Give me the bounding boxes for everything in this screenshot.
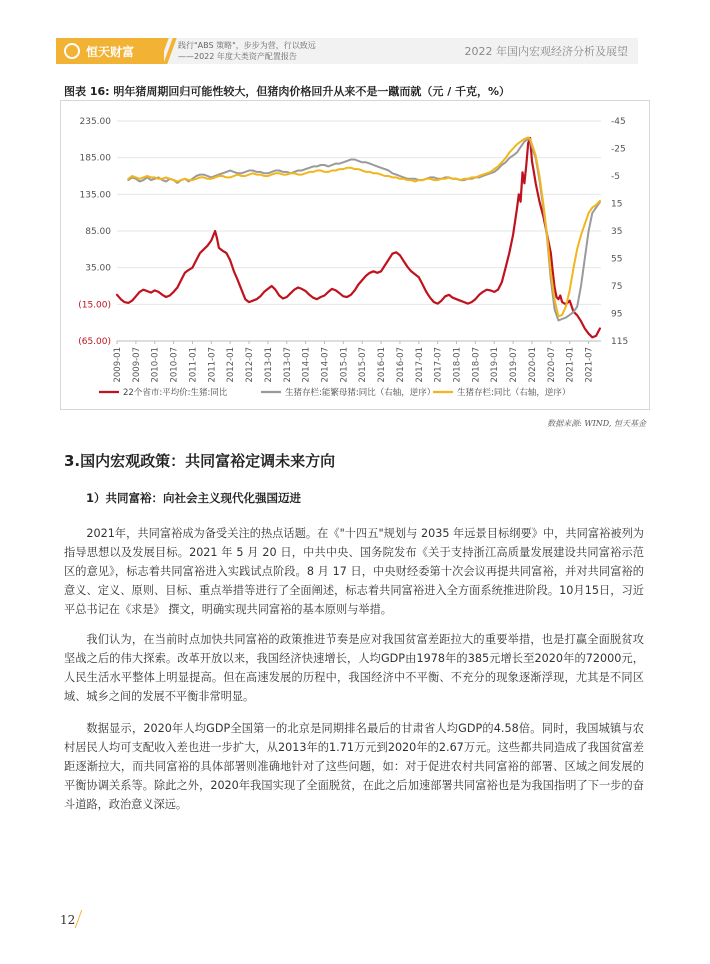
x-axis-tick-label: 2018-01	[452, 347, 463, 383]
x-axis-tick-label: 2012-07	[245, 347, 256, 383]
logo-mark-icon	[64, 43, 80, 59]
x-axis-tick-label: 2020-07	[546, 347, 557, 383]
brand-logo	[56, 38, 164, 64]
right-axis-tick-label: 75	[611, 282, 623, 292]
x-axis-tick-label: 2015-01	[339, 347, 350, 383]
right-axis-tick-label: 55	[611, 254, 623, 265]
legend-label-3: 生猪存栏:同比（右轴，逆序）	[457, 388, 571, 398]
x-axis-tick-label: 2009-07	[131, 347, 142, 383]
x-axis-tick-label: 2016-07	[395, 347, 406, 383]
x-axis-tick-label: 2014-07	[320, 347, 331, 383]
x-axis-tick-label: 2019-07	[509, 347, 520, 383]
x-axis-tick-label: 2011-07	[207, 347, 218, 383]
pork-price-chart	[61, 101, 649, 409]
x-axis-tick-label: 2010-07	[169, 347, 180, 383]
left-axis-tick-label: 85.00	[85, 227, 111, 237]
left-axis-tick-label: 35.00	[85, 263, 111, 274]
paragraph-3: 数据显示，2020年人均GDP全国第一的北京是同期排名最后的甘肃省人均GDP的4.58倍。同时，我国城镇与农村居民人均可支配收入差也进一步扩大，从2013年的1.71万元到2020年的2.67万元。这些都共同造成了我国贫富差距逐渐拉大，而共同富裕的具体部署则准确地针对了这些问题，如：对于促进农村共同富裕的部署、区域之间发展的平衡协调关系等。除此之外，2020年我国实现了全面脱贫，在此之后加速部署共同富裕也是为我国指明了下一步的奋斗道路，政治意义深远。	[64, 722, 644, 811]
header-subtitle-line1: 践行"ABS 策略"，步步为营，行以致远	[178, 41, 316, 50]
x-axis-tick-label: 2020-01	[527, 347, 538, 383]
x-axis-tick-label: 2021-07	[584, 347, 595, 383]
right-axis-tick-label: 15	[611, 199, 623, 210]
left-axis-tick-label: (15.00)	[78, 300, 111, 311]
right-axis-tick-label: 115	[611, 337, 629, 347]
figure-source: 数据来源: WIND, 恒天基金	[547, 419, 646, 428]
page-number-slash-decoration	[75, 910, 83, 928]
x-axis-tick-label: 2016-01	[377, 347, 388, 383]
x-axis-tick-label: 2017-07	[433, 347, 444, 383]
chart-container	[60, 100, 650, 410]
page-header	[56, 38, 638, 64]
x-axis-tick-label: 2021-01	[565, 346, 576, 383]
left-axis-tick-label: 185.00	[79, 153, 111, 164]
right-axis-tick-label: 95	[611, 309, 623, 320]
right-axis-tick-label: -5	[611, 172, 620, 182]
x-axis-tick-label: 2017-01	[414, 347, 425, 383]
legend-label-1: 22个省市:平均价:生猪:同比	[123, 388, 228, 398]
section-subtitle: 1）共同富裕：向社会主义现代化强国迈进	[86, 491, 301, 505]
header-subtitle-line2: ——2022 年度大类资产配置报告	[178, 52, 297, 61]
x-axis-tick-label: 2018-07	[471, 347, 482, 383]
series-line-1	[117, 138, 600, 337]
paragraph-1: 2021年，共同富裕成为备受关注的热点话题。在《"十四五"规划与 2035 年远景目标纲要》中，共同富裕被列为指导思想以及发展目标。2021 年 5 月 20 日，中共中央、国务院发布《关于支持浙江高质量发展建设共同富裕示范区的意见》，标志着共同富裕进入实践试点阶段。8 月 17 日，中央财经委第十次会议再提共同富裕，并对共同富裕的意义、定义、原则、目标、重点举措等进行了全面阐述，标志着共同富裕进入全方面系统推进阶段。10月15日，习近平总书记在《求是》 撰文，明确实现共同富裕的基本原则与举措。	[64, 527, 644, 616]
legend-label-2: 生猪存栏:能繁母猪:同比（右轴，逆序）	[285, 388, 436, 398]
x-axis-tick-label: 2012-01	[226, 347, 237, 383]
header-report-title: 2022 年国内宏观经济分析及展望	[464, 45, 628, 58]
right-axis-tick-label: 35	[611, 227, 623, 237]
x-axis-tick-label: 2010-01	[150, 347, 161, 383]
right-axis-tick-label: -45	[611, 117, 626, 127]
series-line-2	[128, 139, 600, 321]
x-axis-tick-label: 2015-07	[358, 347, 369, 383]
x-axis-tick-label: 2013-07	[282, 347, 293, 383]
right-axis-tick-label: -25	[611, 144, 626, 155]
paragraph-2: 我们认为，在当前时点加快共同富裕的政策推进节奏是应对我国贫富差距拉大的重要举措，也是打赢全面脱贫攻坚战之后的伟大探索。改革开放以来，我国经济快速增长，人均GDP由1978年的385元增长至2020年的72000元，人民生活水平整体上明显提高。但在高速发展的历程中，我国经济中不平衡、不充分的现象逐渐浮现，尤其是不同区域、城乡之间的发展不平衡非常明显。	[64, 633, 644, 703]
header-subtitle	[178, 40, 316, 62]
figure-title: 图表 16: 明年猪周期回归可能性较大，但猪肉价格回升从来不是一蹴而就（元 / 千克，%）	[64, 85, 511, 98]
x-axis-tick-label: 2011-01	[188, 347, 199, 383]
x-axis-tick-label: 2009-01	[113, 347, 123, 383]
x-axis-tick-label: 2014-01	[301, 347, 312, 383]
logo-text: 恒天财富	[86, 44, 135, 59]
series-line-3	[128, 138, 600, 317]
section-title: 3.国内宏观政策：共同富裕定调未来方向	[64, 452, 336, 470]
x-axis-tick-label: 2019-01	[490, 347, 501, 383]
left-axis-tick-label: 135.00	[79, 190, 111, 201]
page-number: 12	[60, 913, 76, 927]
left-axis-tick-label: (65.00)	[78, 337, 111, 347]
x-axis-tick-label: 2013-01	[263, 347, 274, 383]
left-axis-tick-label: 235.00	[79, 117, 111, 127]
